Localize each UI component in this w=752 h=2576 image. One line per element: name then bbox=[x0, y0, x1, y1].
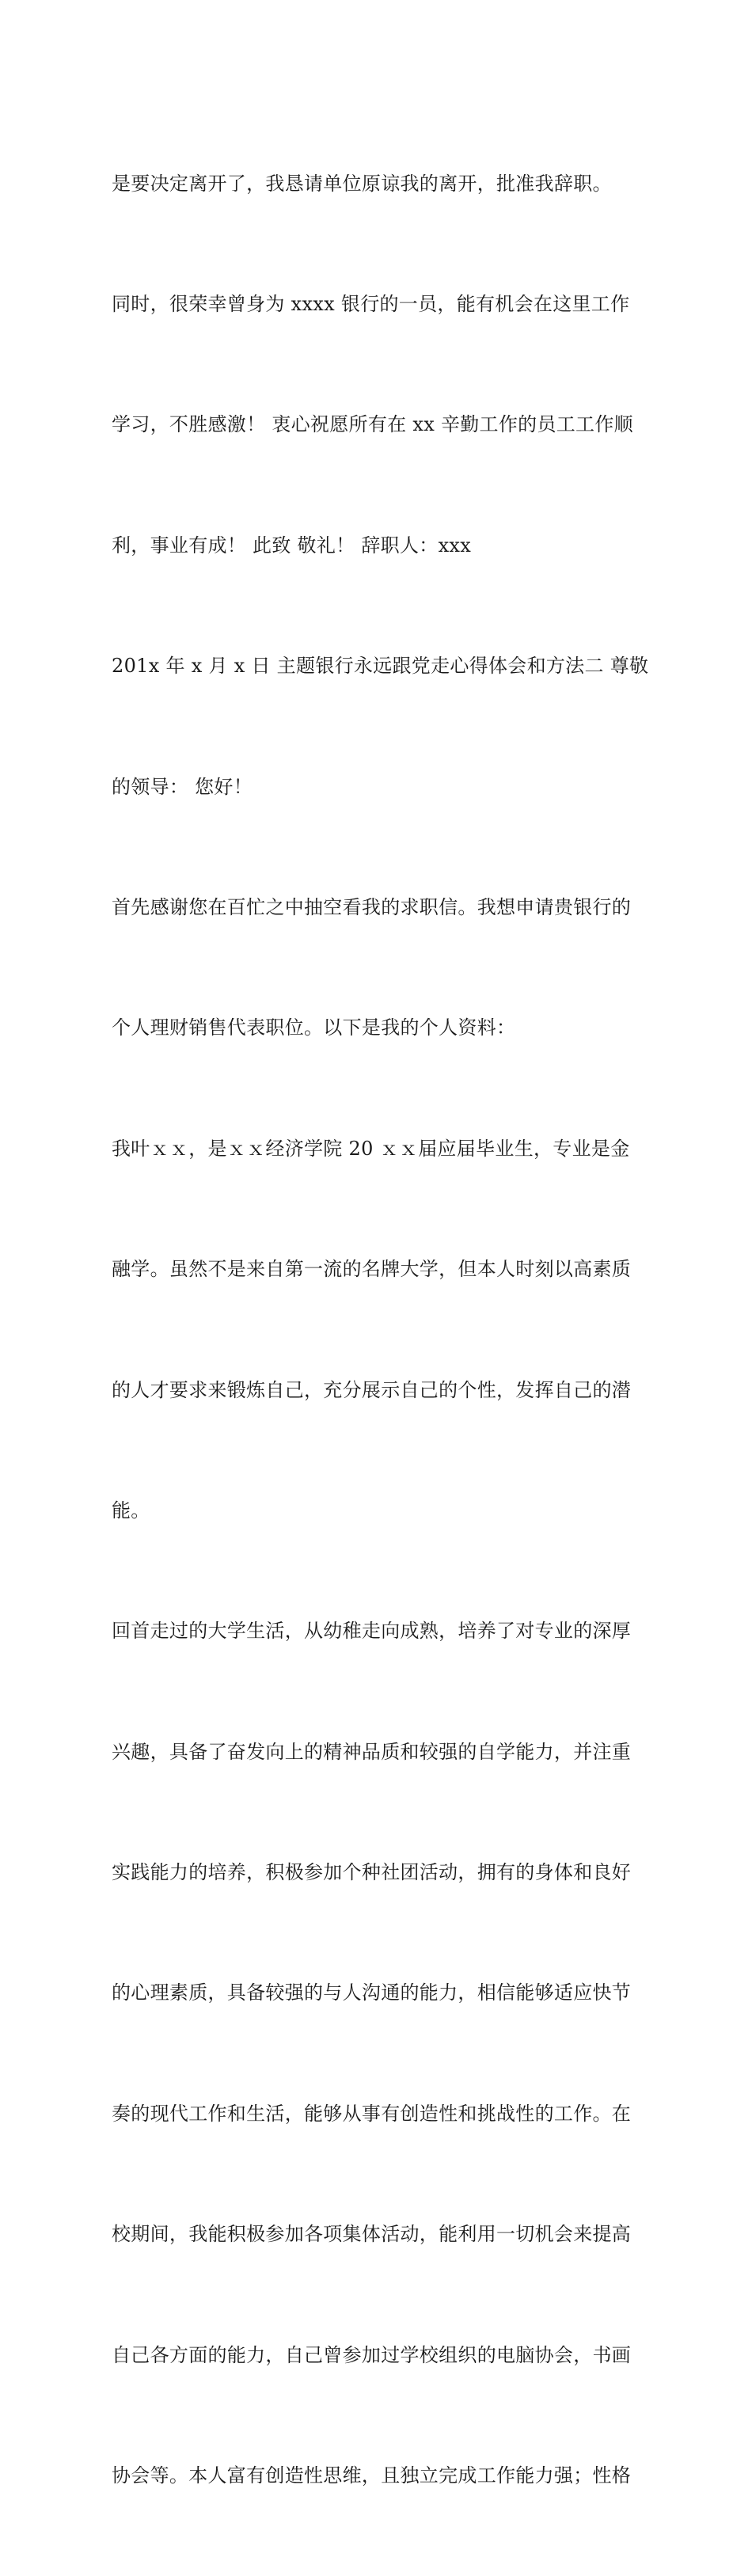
text-line: 学习，不胜感激！ 衷心祝愿所有在 xx 辛勤工作的员工工作顺 bbox=[112, 413, 633, 436]
text-line: 的领导： 您好！ bbox=[112, 775, 253, 798]
text-line: 我叶ｘｘ，是ｘｘ经济学院 20 ｘｘ届应届毕业生，专业是金 bbox=[112, 1137, 630, 1160]
text-line: 是要决定离开了，我恳请单位原谅我的离开，批准我辞职。 bbox=[112, 172, 612, 195]
text-line: 的心理素质，具备较强的与人沟通的能力，相信能够适应快节 bbox=[112, 1981, 632, 2004]
text-line: 兴趣，具备了奋发向上的精神品质和较强的自学能力，并注重 bbox=[112, 1740, 632, 1763]
text-line: 奏的现代工作和生活，能够从事有创造性和挑战性的工作。在 bbox=[112, 2102, 632, 2125]
text-line: 自己各方面的能力，自己曾参加过学校组织的电脑协会，书画 bbox=[112, 2343, 632, 2366]
document-body bbox=[112, 83, 650, 2576]
text-line: 首先感谢您在百忙之中抽空看我的求职信。我想申请贵银行的 bbox=[112, 895, 632, 918]
text-line: 的人才要求来锻炼自己，充分展示自己的个性，发挥自己的潜 bbox=[112, 1378, 632, 1401]
text-line: 融学。虽然不是来自第一流的名牌大学，但本人时刻以高素质 bbox=[112, 1258, 632, 1281]
text-line: 个人理财销售代表职位。以下是我的个人资料： bbox=[112, 1016, 516, 1039]
text-line: 能。 bbox=[112, 1499, 150, 1522]
text-line: 同时，很荣幸曾身为 xxxx 银行的一员，能有机会在这里工作 bbox=[112, 292, 630, 315]
text-line: 校期间，我能积极参加各项集体活动，能利用一切机会来提高 bbox=[112, 2223, 632, 2246]
text-line: 协会等。本人富有创造性思维，且独立完成工作能力强；性格 bbox=[112, 2464, 632, 2487]
text-line: 回首走过的大学生活，从幼稚走向成熟，培养了对专业的深厚 bbox=[112, 1620, 632, 1643]
text-line: 201x 年 x 月 x 日 主题银行永远跟党走心得体会和方法二 尊敬 bbox=[112, 655, 649, 678]
text-line: 利，事业有成！ 此致 敬礼！ 辞职人：xxx bbox=[112, 534, 472, 557]
text-line: 实践能力的培养，积极参加个种社团活动，拥有的身体和良好 bbox=[112, 1861, 632, 1884]
